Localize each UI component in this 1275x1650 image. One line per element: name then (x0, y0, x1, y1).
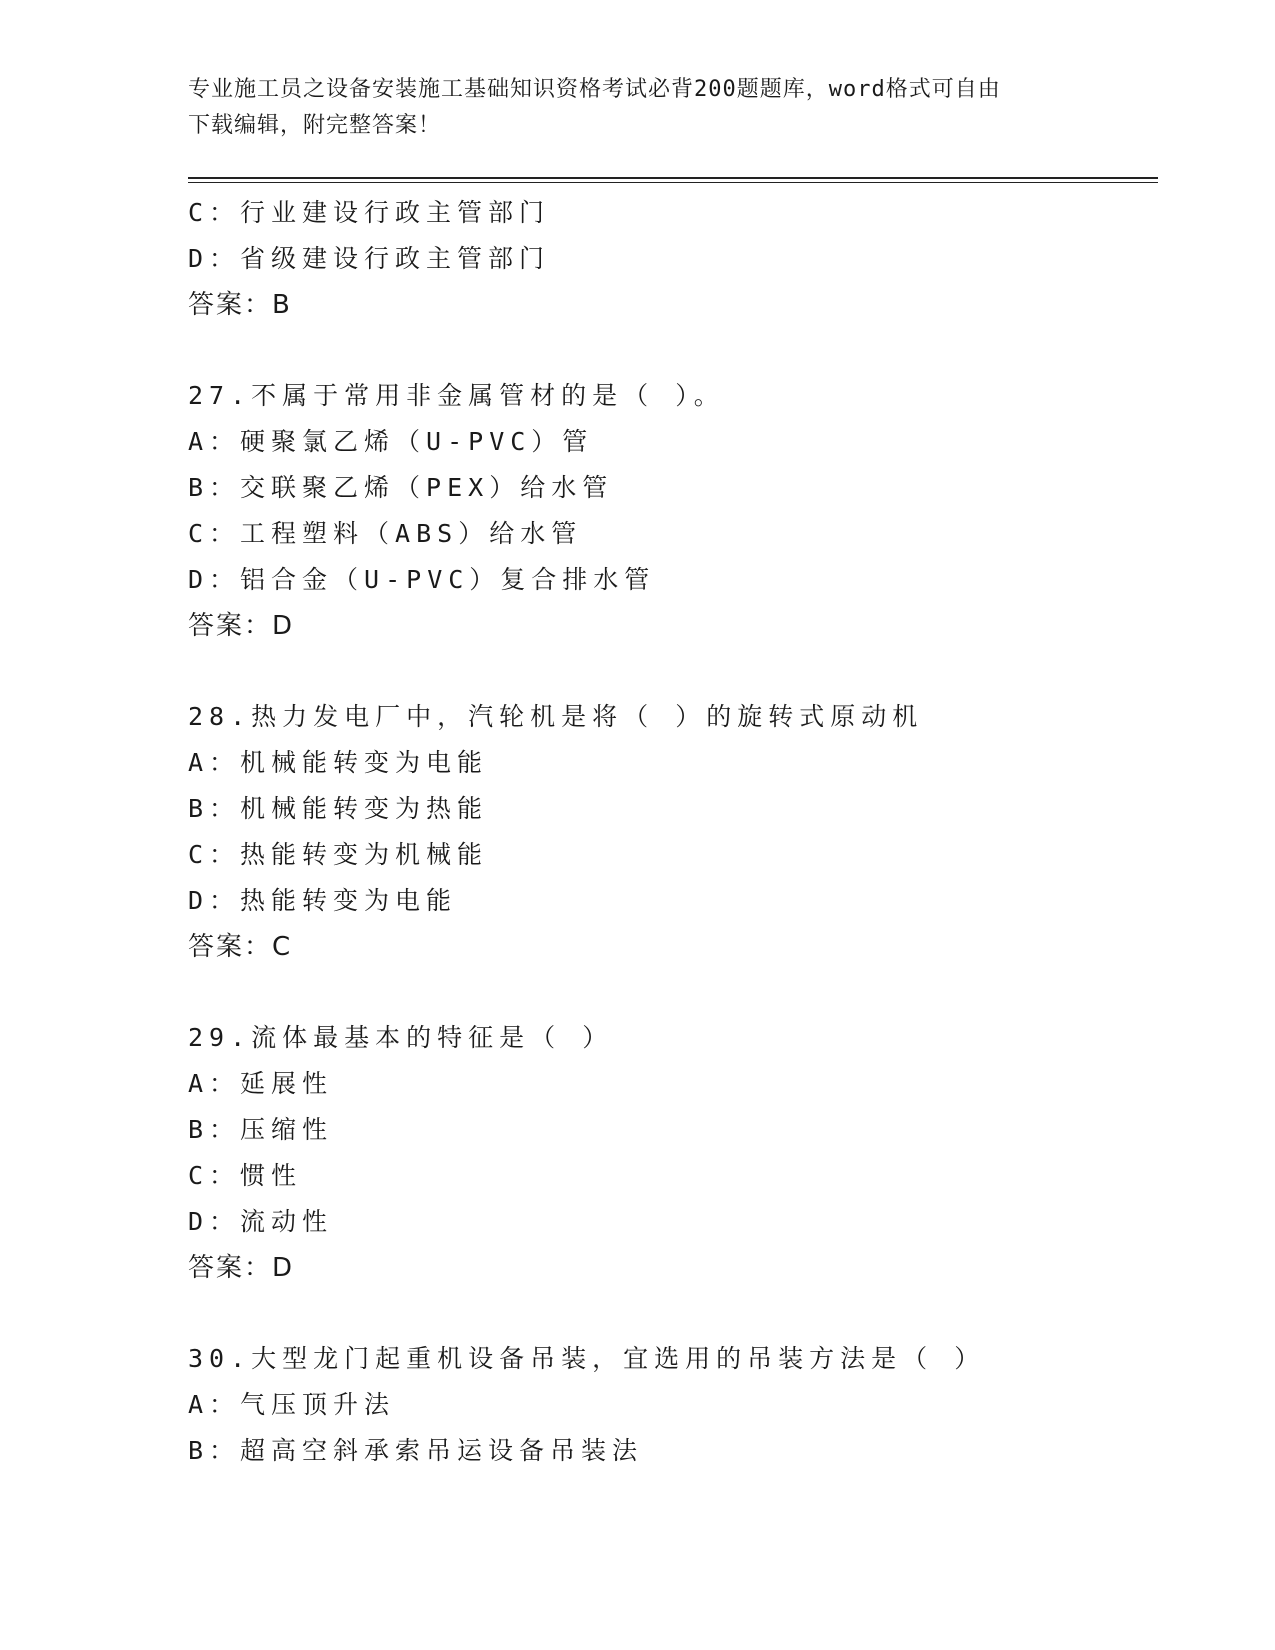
option-d: D：热能转变为电能 (188, 886, 458, 915)
question-list (188, 190, 1148, 1474)
answer-line: 答案：C (188, 932, 293, 962)
header-line-1: 专业施工员之设备安装施工基础知识资格考试必背200题题库，word格式可自由 (188, 77, 1001, 102)
question-26-tail (188, 190, 1148, 328)
option-c: C：惯性 (188, 1161, 303, 1190)
answer-line: 答案：B (188, 290, 292, 320)
answer-line: 答案：D (188, 1253, 295, 1283)
option-a: A：延展性 (188, 1069, 334, 1098)
question-28 (188, 694, 1148, 970)
option-b: B：交联聚乙烯（PEX）给水管 (188, 473, 614, 502)
option-b: B：超高空斜承索吊运设备吊装法 (188, 1436, 644, 1465)
option-d: D：铝合金（U-PVC）复合排水管 (188, 565, 656, 594)
header-divider-thick (188, 177, 1158, 179)
option-d: D：省级建设行政主管部门 (188, 244, 551, 273)
question-stem: 28.热力发电厂中，汽轮机是将（ ）的旋转式原动机 (188, 702, 924, 731)
option-c: C：行业建设行政主管部门 (188, 198, 551, 227)
option-a: A：气压顶升法 (188, 1390, 396, 1419)
option-b: B：压缩性 (188, 1115, 334, 1144)
document-header (188, 72, 1068, 144)
option-a: A：硬聚氯乙烯（U-PVC）管 (188, 427, 594, 456)
header-line-2: 下载编辑，附完整答案！ (188, 113, 442, 138)
question-stem: 30.大型龙门起重机设备吊装，宜选用的吊装方法是（ ） (188, 1344, 986, 1373)
option-b: B：机械能转变为热能 (188, 794, 489, 823)
option-c: C：热能转变为机械能 (188, 840, 489, 869)
question-27 (188, 373, 1148, 649)
header-divider-thin (188, 182, 1158, 183)
answer-line: 答案：D (188, 611, 295, 641)
question-stem: 29.流体最基本的特征是（ ） (188, 1023, 614, 1052)
question-29 (188, 1015, 1148, 1291)
option-a: A：机械能转变为电能 (188, 748, 489, 777)
option-d: D：流动性 (188, 1207, 334, 1236)
option-c: C：工程塑料（ABS）给水管 (188, 519, 583, 548)
question-30 (188, 1336, 1148, 1474)
question-stem: 27.不属于常用非金属管材的是（ ）。 (188, 381, 725, 410)
